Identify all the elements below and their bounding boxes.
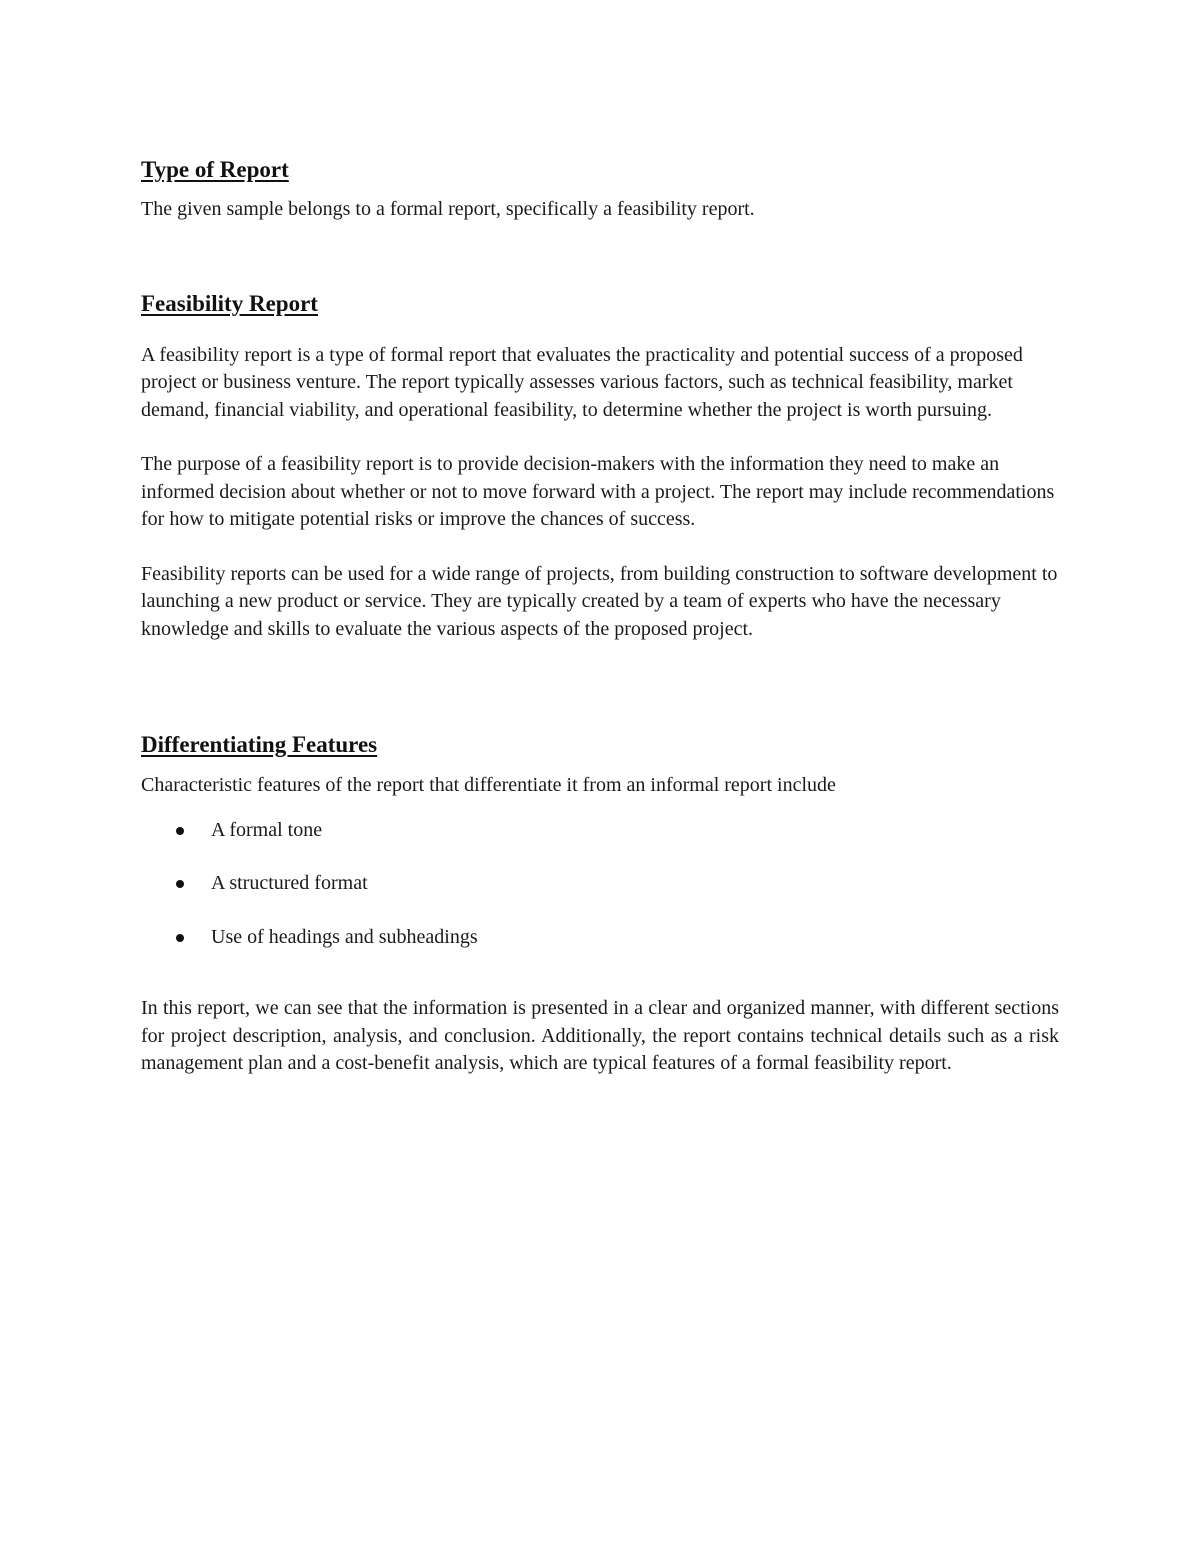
list-item-text: A structured format [211,872,368,894]
bullet-icon [176,827,184,835]
paragraph-feasibility-definition: A feasibility report is a type of formal report that evaluates the practicality and potential success of a proposed project or business venture. The report typically assesses various factors, such as technical feasibility, market demand, financial viability, and operational feasibility, to determine whether the project is worth pursuing. [141,343,1023,421]
list-item [141,817,1061,845]
paragraph-type-of-report: The given sample belongs to a formal report, specifically a feasibility report. [141,198,755,220]
bullet-icon [176,934,184,942]
list-item [141,924,1061,952]
paragraph-feasibility-usage: Feasibility reports can be used for a wide range of projects, from building construction to software development to launching a new product or service. They are typically created by a team of experts who have the necessary knowledge and skills to evaluate the various aspects of the proposed project. [141,562,1058,640]
heading-differentiating-features: Differentiating Features [141,732,378,757]
heading-feasibility-report: Feasibility Report [141,290,318,316]
features-list [141,817,1061,952]
paragraph-conclusion: In this report, we can see that the information is presented in a clear and organized manner, with different sections for project description, analysis, and conclusion. Additionally, the report contains technical details such as a risk management plan and a cost-benefit analysis, which are typical features of a formal feasibility report. [141,997,1059,1074]
list-item-text: A formal tone [211,818,323,841]
list-item [141,870,1061,898]
document-body [141,152,1061,1078]
list-item-text: Use of headings and subheadings [211,925,478,948]
paragraph-features-intro: Characteristic features of the report that differentiate it from an informal report include [141,774,836,796]
heading-type-of-report: Type of Report [141,157,289,182]
paragraph-feasibility-purpose: The purpose of a feasibility report is to provide decision-makers with the information they need to make an informed decision about whether or not to move forward with a project. The report may include recommendations for how to mitigate potential risks or improve the chances of success. [141,453,1055,530]
bullet-icon [176,880,184,888]
